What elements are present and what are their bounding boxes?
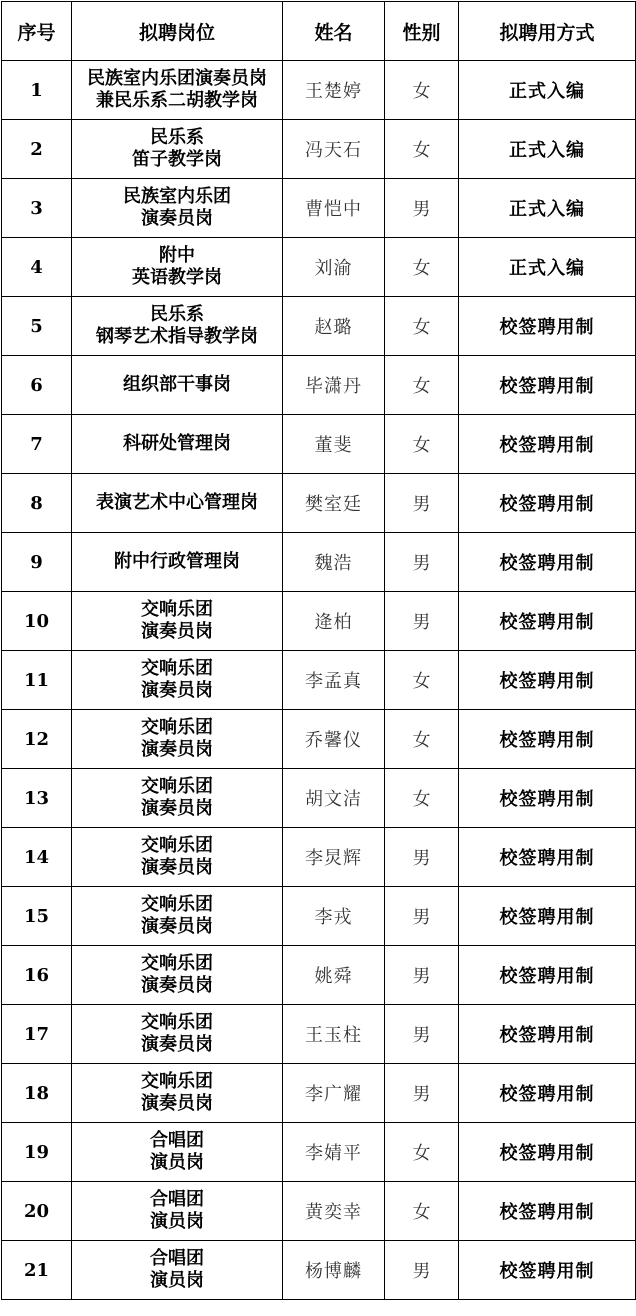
cell-proposed-post: [72, 474, 283, 533]
post-line: 演奏员岗: [141, 798, 213, 819]
post-line: 合唱团: [150, 1130, 204, 1151]
cell-proposed-post: [72, 1241, 283, 1300]
post-line: 交响乐团: [141, 717, 213, 738]
post-line: 民族室内乐团: [123, 186, 231, 207]
cell-gender: 男: [385, 179, 459, 238]
cell-gender: 女: [385, 415, 459, 474]
post-line: 表演艺术中心管理岗: [96, 492, 258, 513]
cell-employment-mode: 校签聘用制: [459, 710, 636, 769]
post-line: 英语教学岗: [132, 267, 222, 288]
cell-gender: 女: [385, 356, 459, 415]
cell-proposed-post: [72, 533, 283, 592]
post-line: 民乐系: [150, 304, 204, 325]
cell-gender: 男: [385, 1241, 459, 1300]
header-name: 姓名: [283, 2, 385, 61]
cell-proposed-post: [72, 1182, 283, 1241]
cell-serial-number: 4: [2, 238, 72, 297]
cell-gender: 男: [385, 1064, 459, 1123]
cell-name: 樊室廷: [283, 474, 385, 533]
cell-employment-mode: 校签聘用制: [459, 356, 636, 415]
table-row: [2, 1241, 636, 1300]
cell-gender: 女: [385, 61, 459, 120]
post-line: 组织部干事岗: [123, 374, 231, 395]
cell-employment-mode: 校签聘用制: [459, 1241, 636, 1300]
cell-serial-number: 18: [2, 1064, 72, 1123]
table-row: [2, 179, 636, 238]
table-row: [2, 120, 636, 179]
post-line: 附中: [159, 245, 195, 266]
cell-serial-number: 6: [2, 356, 72, 415]
table-row: [2, 1123, 636, 1182]
cell-employment-mode: 正式入编: [459, 238, 636, 297]
post-line: 演奏员岗: [141, 857, 213, 878]
table-row: [2, 238, 636, 297]
cell-employment-mode: 校签聘用制: [459, 887, 636, 946]
cell-serial-number: 11: [2, 651, 72, 710]
post-line: 交响乐团: [141, 599, 213, 620]
cell-employment-mode: 校签聘用制: [459, 1005, 636, 1064]
cell-name: 李戎: [283, 887, 385, 946]
cell-serial-number: 16: [2, 946, 72, 1005]
post-line: 演奏员岗: [141, 621, 213, 642]
cell-gender: 女: [385, 297, 459, 356]
cell-proposed-post: [72, 120, 283, 179]
cell-gender: 女: [385, 1123, 459, 1182]
cell-serial-number: 15: [2, 887, 72, 946]
table-row: [2, 533, 636, 592]
table-row: [2, 828, 636, 887]
cell-name: 魏浩: [283, 533, 385, 592]
post-line: 演奏员岗: [141, 739, 213, 760]
cell-name: 曹恺中: [283, 179, 385, 238]
post-line: 交响乐团: [141, 894, 213, 915]
cell-serial-number: 19: [2, 1123, 72, 1182]
post-line: 钢琴艺术指导教学岗: [96, 326, 258, 347]
cell-gender: 女: [385, 651, 459, 710]
post-line: 交响乐团: [141, 1012, 213, 1033]
post-line: 演员岗: [150, 1152, 204, 1173]
cell-name: 王玉柱: [283, 1005, 385, 1064]
cell-employment-mode: 校签聘用制: [459, 946, 636, 1005]
table-row: [2, 1005, 636, 1064]
cell-employment-mode: 校签聘用制: [459, 828, 636, 887]
cell-name: 乔馨仪: [283, 710, 385, 769]
cell-gender: 男: [385, 828, 459, 887]
cell-gender: 男: [385, 946, 459, 1005]
cell-name: 赵璐: [283, 297, 385, 356]
cell-proposed-post: [72, 61, 283, 120]
table-row: [2, 415, 636, 474]
cell-name: 李孟真: [283, 651, 385, 710]
cell-employment-mode: 校签聘用制: [459, 1064, 636, 1123]
header-proposed-post: 拟聘岗位: [72, 2, 283, 61]
cell-name: 姚舜: [283, 946, 385, 1005]
cell-proposed-post: [72, 1123, 283, 1182]
cell-name: 冯天石: [283, 120, 385, 179]
cell-employment-mode: 校签聘用制: [459, 769, 636, 828]
cell-serial-number: 7: [2, 415, 72, 474]
cell-name: 黄奕幸: [283, 1182, 385, 1241]
recruitment-table: [1, 1, 636, 1300]
cell-proposed-post: [72, 179, 283, 238]
cell-employment-mode: 校签聘用制: [459, 1123, 636, 1182]
table-row: [2, 710, 636, 769]
table-row: [2, 474, 636, 533]
cell-employment-mode: 校签聘用制: [459, 297, 636, 356]
cell-serial-number: 17: [2, 1005, 72, 1064]
table-row: [2, 1182, 636, 1241]
post-line: 演员岗: [150, 1270, 204, 1291]
cell-gender: 男: [385, 592, 459, 651]
header-row: [2, 2, 636, 61]
header-employment-mode: 拟聘用方式: [459, 2, 636, 61]
table-row: [2, 61, 636, 120]
cell-serial-number: 3: [2, 179, 72, 238]
cell-employment-mode: 正式入编: [459, 179, 636, 238]
cell-gender: 女: [385, 238, 459, 297]
cell-serial-number: 5: [2, 297, 72, 356]
cell-gender: 女: [385, 120, 459, 179]
cell-serial-number: 13: [2, 769, 72, 828]
cell-serial-number: 20: [2, 1182, 72, 1241]
post-line: 交响乐团: [141, 1071, 213, 1092]
cell-employment-mode: 校签聘用制: [459, 651, 636, 710]
post-line: 演奏员岗: [141, 208, 213, 229]
table-row: [2, 356, 636, 415]
post-line: 笛子教学岗: [132, 149, 222, 170]
cell-employment-mode: 正式入编: [459, 120, 636, 179]
table-row: [2, 887, 636, 946]
cell-gender: 女: [385, 769, 459, 828]
table-row: [2, 946, 636, 1005]
cell-proposed-post: [72, 651, 283, 710]
cell-name: 刘渝: [283, 238, 385, 297]
cell-proposed-post: [72, 1064, 283, 1123]
cell-gender: 男: [385, 533, 459, 592]
cell-serial-number: 14: [2, 828, 72, 887]
table-row: [2, 592, 636, 651]
post-line: 科研处管理岗: [123, 433, 231, 454]
post-line: 附中行政管理岗: [114, 551, 240, 572]
post-line: 合唱团: [150, 1248, 204, 1269]
post-line: 演奏员岗: [141, 1034, 213, 1055]
post-line: 交响乐团: [141, 953, 213, 974]
post-line: 演奏员岗: [141, 1093, 213, 1114]
cell-name: 杨博麟: [283, 1241, 385, 1300]
post-line: 民乐系: [150, 127, 204, 148]
post-line: 演奏员岗: [141, 680, 213, 701]
cell-name: 王楚婷: [283, 61, 385, 120]
post-line: 演员岗: [150, 1211, 204, 1232]
table-row: [2, 1064, 636, 1123]
cell-proposed-post: [72, 592, 283, 651]
post-line: 演奏员岗: [141, 916, 213, 937]
cell-proposed-post: [72, 710, 283, 769]
table-body: [2, 61, 636, 1300]
cell-employment-mode: 校签聘用制: [459, 474, 636, 533]
post-line: 交响乐团: [141, 776, 213, 797]
cell-employment-mode: 校签聘用制: [459, 415, 636, 474]
cell-proposed-post: [72, 946, 283, 1005]
cell-proposed-post: [72, 1005, 283, 1064]
cell-serial-number: 2: [2, 120, 72, 179]
cell-serial-number: 8: [2, 474, 72, 533]
cell-name: 胡文洁: [283, 769, 385, 828]
header-gender: 性别: [385, 2, 459, 61]
cell-proposed-post: [72, 297, 283, 356]
cell-name: 李婧平: [283, 1123, 385, 1182]
post-line: 交响乐团: [141, 658, 213, 679]
cell-name: 董斐: [283, 415, 385, 474]
table-row: [2, 651, 636, 710]
cell-serial-number: 1: [2, 61, 72, 120]
cell-name: 毕潇丹: [283, 356, 385, 415]
post-line: 演奏员岗: [141, 975, 213, 996]
cell-proposed-post: [72, 356, 283, 415]
cell-employment-mode: 校签聘用制: [459, 592, 636, 651]
table-row: [2, 297, 636, 356]
cell-name: 李广耀: [283, 1064, 385, 1123]
cell-name: 逄柏: [283, 592, 385, 651]
post-line: 合唱团: [150, 1189, 204, 1210]
cell-employment-mode: 校签聘用制: [459, 1182, 636, 1241]
cell-serial-number: 21: [2, 1241, 72, 1300]
cell-gender: 男: [385, 887, 459, 946]
table-row: [2, 769, 636, 828]
cell-gender: 男: [385, 1005, 459, 1064]
cell-gender: 女: [385, 1182, 459, 1241]
cell-serial-number: 10: [2, 592, 72, 651]
cell-serial-number: 9: [2, 533, 72, 592]
cell-employment-mode: 校签聘用制: [459, 533, 636, 592]
cell-proposed-post: [72, 887, 283, 946]
cell-proposed-post: [72, 415, 283, 474]
cell-name: 李炅辉: [283, 828, 385, 887]
header-serial-number: 序号: [2, 2, 72, 61]
cell-proposed-post: [72, 828, 283, 887]
cell-gender: 女: [385, 710, 459, 769]
post-line: 兼民乐系二胡教学岗: [96, 90, 258, 111]
cell-employment-mode: 正式入编: [459, 61, 636, 120]
cell-gender: 男: [385, 474, 459, 533]
cell-proposed-post: [72, 769, 283, 828]
cell-proposed-post: [72, 238, 283, 297]
cell-serial-number: 12: [2, 710, 72, 769]
post-line: 民族室内乐团演奏员岗: [87, 68, 267, 89]
post-line: 交响乐团: [141, 835, 213, 856]
